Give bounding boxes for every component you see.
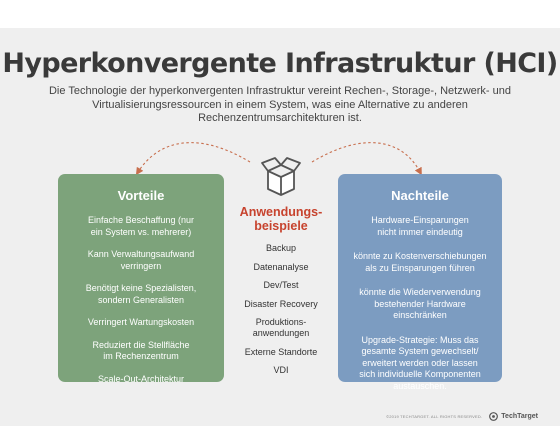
- use-cases-column: [230, 205, 332, 384]
- disadvantages-card: [338, 174, 502, 391]
- advantages-list: [58, 215, 224, 385]
- use-cases-heading: Anwendungs- beispiele: [239, 205, 323, 233]
- list-item: könnte die Wiederverwendung bestehender Hardware einschränken: [359, 287, 481, 320]
- list-item: Dev/Test: [263, 280, 299, 290]
- page-subtitle: Die Technologie der hyperkonvergenten Infrastruktur vereint Rechen-, Storage-, Netzwerk- und Virtualisierungsressourcen in einem System, was eine Alternative zu anderen Rechenzentrumsarchitekturen ist.: [48, 85, 512, 124]
- techtarget-logo: [488, 412, 538, 421]
- list-item: Einfache Beschaffung (nur ein System vs. mehrerer): [88, 215, 194, 237]
- list-item: Kann Verwaltungsaufwand verringern: [87, 249, 195, 271]
- logo-text: TechTarget: [501, 413, 538, 420]
- footer: [386, 412, 538, 421]
- list-item: Datenanalyse: [253, 261, 309, 272]
- use-cases-list: [230, 243, 332, 376]
- disadvantages-list: [338, 215, 502, 392]
- curved-arrow-right-icon: [312, 143, 420, 172]
- curved-arrow-left-icon: [138, 143, 250, 172]
- list-item: Scale-Out-Architektur: [97, 373, 185, 384]
- list-item: Externe Standorte: [244, 346, 318, 357]
- list-item: Hardware-Einsparungen nicht immer eindeutig: [371, 215, 469, 237]
- page-title: Hyperkonvergente Infrastruktur (HCI): [2, 48, 558, 79]
- list-item: Benötigt keine Spezialisten, sondern Generalisten: [85, 283, 197, 305]
- disadvantages-heading: Nachteile: [391, 188, 449, 203]
- copyright-text: ©2019 TECHTARGET. ALL RIGHTS RESERVED.: [386, 414, 483, 419]
- advantages-heading: Vorteile: [117, 188, 165, 203]
- open-box-icon: [258, 151, 304, 197]
- list-item: Reduziert die Stellfläche im Rechenzentrum: [92, 339, 190, 361]
- list-item: Upgrade-Strategie: Muss das gesamte System gewechselt/ erweitert werden oder lassen sich individuelle Komponenten austauschen.: [359, 334, 481, 391]
- techtarget-logo-icon: [488, 412, 499, 421]
- list-item: Disaster Recovery: [244, 298, 318, 309]
- list-item: Produktions- anwendungen: [252, 317, 310, 338]
- list-item: könnte zu Kostenverschiebungen als zu Einsparungen führen: [353, 251, 487, 273]
- advantages-card: [58, 174, 224, 382]
- list-item: VDI: [273, 365, 289, 375]
- list-item: Verringert Wartungskosten: [87, 317, 195, 327]
- list-item: Backup: [265, 243, 297, 253]
